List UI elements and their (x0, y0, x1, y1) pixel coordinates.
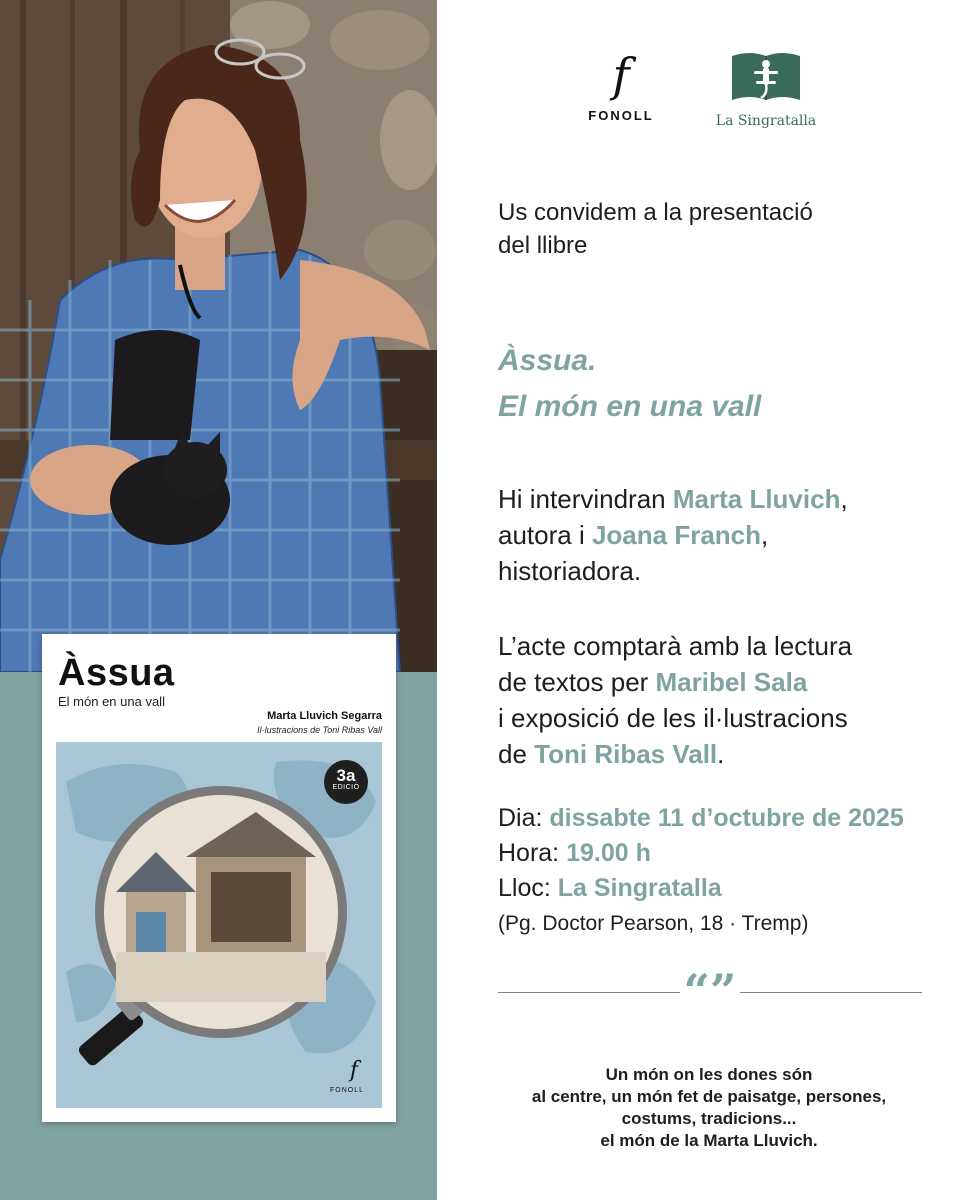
invitation-line-2: del llibre (498, 232, 588, 259)
act-text-2: de (498, 739, 535, 769)
quote-marks-icon: “” (683, 964, 737, 1018)
act-line-3: i exposició de les il·lustracions (498, 703, 848, 733)
event-details (498, 801, 904, 941)
reader-name-maribel: Maribel Sala (655, 667, 808, 697)
speaker-name-joana: Joana Franch (591, 520, 762, 550)
book-cover-subtitle: El món en una vall (58, 694, 165, 709)
act-line-2 (498, 664, 852, 700)
book-lizard-icon (730, 50, 802, 104)
book-title-line-2: El món en una vall (498, 390, 762, 423)
author-photo (0, 0, 437, 672)
fonoll-logo-name: FONOLL (588, 108, 654, 123)
act-paragraph (498, 628, 852, 772)
quote-divider-right (740, 992, 922, 993)
author-photo-illustration (0, 0, 437, 672)
singratalla-logo (712, 50, 820, 129)
fonoll-logo (586, 48, 656, 123)
invitation-line-1: Us convidem a la presentació (498, 199, 813, 226)
speakers-line-1 (498, 481, 848, 517)
closing-quote (498, 1064, 920, 1152)
illustrator-name-toni: Toni Ribas Vall (534, 739, 718, 769)
book-cover-title: Àssua (58, 652, 175, 694)
book-cover-illustrator: Il·lustracions de Toni Ribas Vall (257, 725, 382, 735)
event-address: (Pg. Doctor Pearson, 18 · Tremp) (498, 912, 809, 935)
event-place-value: La Singratalla (557, 874, 722, 902)
quote-line-2: al centre, un món fet de paisatge, persones, (531, 1087, 887, 1106)
event-date-label: Dia: (498, 804, 550, 832)
book-cover (42, 634, 396, 1122)
speakers-comma-2: , (761, 520, 769, 550)
speakers-comma: , (840, 484, 848, 514)
book-publisher-logo-icon: f (349, 1058, 358, 1083)
quote-line-1: Un món on les dones són (605, 1065, 813, 1084)
singratalla-logo-name: La Singratalla (715, 113, 817, 129)
speakers-line-2 (498, 517, 848, 553)
book-title-line-1: Àssua. (498, 344, 597, 377)
speakers-line-3: historiadora. (498, 556, 642, 586)
fonoll-logo-mark: f (612, 48, 630, 102)
act-line-1: L’acte comptarà amb la lectura (498, 631, 853, 661)
quote-line-3: costums, tradicions... (621, 1109, 797, 1128)
edition-number: 3a (336, 766, 356, 785)
speakers-role-text: autora i (498, 520, 592, 550)
event-place-label: Lloc: (498, 874, 558, 902)
act-line-4 (498, 736, 852, 772)
quote-line-4: el món de la Marta Lluvich. (600, 1131, 818, 1150)
book-publisher-name: FONOLL (329, 1087, 364, 1094)
event-date-value: dissabte 11 d’octubre de 2025 (549, 804, 904, 832)
edition-label: EDICIÓ (332, 784, 360, 791)
edition-badge (324, 760, 368, 804)
speaker-name-marta: Marta Lluvich (672, 484, 841, 514)
act-period: . (717, 739, 725, 769)
act-text: de textos per (498, 667, 656, 697)
speakers-paragraph (498, 481, 848, 589)
event-place (498, 871, 904, 906)
event-time-label: Hora: (498, 839, 567, 867)
speakers-text: Hi intervindran (498, 484, 673, 514)
book-title-heading (498, 338, 761, 430)
quote-divider-left (498, 992, 680, 993)
book-cover-artwork (56, 742, 382, 1108)
event-time (498, 836, 904, 871)
book-cover-author: Marta Lluvich Segarra (267, 710, 382, 722)
event-date (498, 801, 904, 836)
invitation-text (498, 196, 813, 262)
event-time-value: 19.00 h (566, 839, 651, 867)
